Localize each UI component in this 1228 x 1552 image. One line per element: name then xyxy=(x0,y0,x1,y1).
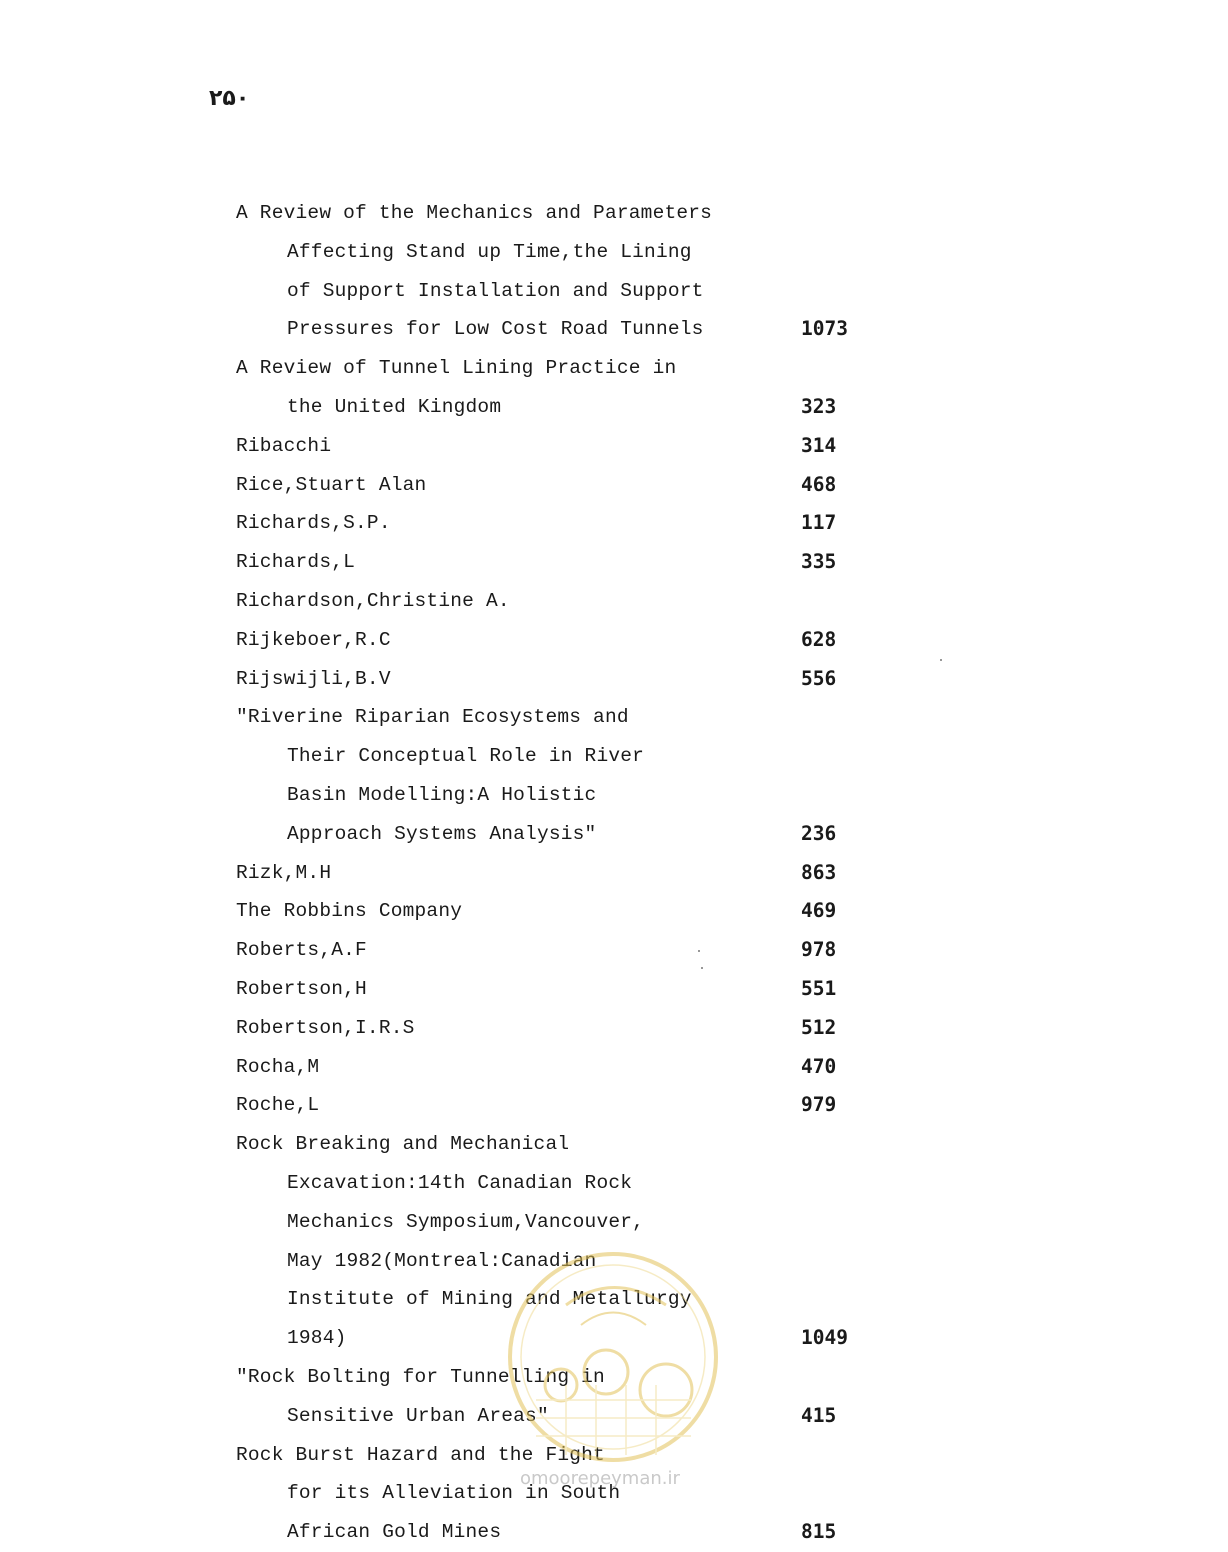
entry-page-number: 470 xyxy=(801,1054,837,1078)
entry-page-number: 469 xyxy=(801,899,837,923)
entry-page-number: 1049 xyxy=(801,1326,848,1350)
scan-speck xyxy=(701,967,703,969)
entry-page-number: 415 xyxy=(801,1403,837,1427)
entry-continuation: Approach Systems Analysis" xyxy=(287,822,597,845)
entry-page-number: 323 xyxy=(801,394,837,418)
entry-heading: A Review of Tunnel Lining Practice in xyxy=(236,357,677,380)
entry-continuation: Excavation:14th Canadian Rock xyxy=(287,1171,633,1194)
index-entry xyxy=(236,582,876,621)
entry-heading: Rock Burst Hazard and the Fight xyxy=(236,1443,605,1466)
index-entry xyxy=(236,698,876,853)
entry-page-number: 512 xyxy=(801,1015,837,1039)
entry-continuation: Mechanics Symposium,Vancouver, xyxy=(287,1210,645,1233)
entry-continuation: for its Alleviation in South xyxy=(287,1482,621,1505)
index-entry xyxy=(236,466,876,505)
index-entry xyxy=(236,970,876,1009)
entry-heading: The Robbins Company xyxy=(236,900,463,923)
entry-continuation: Pressures for Low Cost Road Tunnels xyxy=(287,318,704,341)
entry-continuation: African Gold Mines xyxy=(287,1521,502,1544)
entry-heading: Robertson,H xyxy=(236,977,367,1000)
index-entry xyxy=(236,621,876,660)
entry-continuation: May 1982(Montreal:Canadian xyxy=(287,1249,597,1272)
entry-page-number: 628 xyxy=(801,627,837,651)
entry-page-number: 468 xyxy=(801,472,837,496)
entry-heading: "Riverine Riparian Ecosystems and xyxy=(236,706,629,729)
index-entry xyxy=(236,504,876,543)
index-entry xyxy=(236,427,876,466)
entry-page-number: 117 xyxy=(801,511,837,535)
index-entry xyxy=(236,931,876,970)
entry-heading: Ribacchi xyxy=(236,434,332,457)
index-entry xyxy=(236,854,876,893)
entry-heading: Rizk,M.H xyxy=(236,861,332,884)
page-number: ۲۵۰ xyxy=(209,86,250,111)
index-entry xyxy=(236,892,876,931)
index-entry xyxy=(236,194,876,349)
index-entry xyxy=(236,1086,876,1125)
entry-page-number: 1073 xyxy=(801,317,848,341)
index-entry xyxy=(236,349,876,427)
entry-continuation: Basin Modelling:A Holistic xyxy=(287,783,597,806)
entry-heading: A Review of the Mechanics and Parameters xyxy=(236,202,713,224)
entry-heading: Rock Breaking and Mechanical xyxy=(236,1133,570,1156)
scan-speck xyxy=(698,950,700,952)
entry-heading: Roche,L xyxy=(236,1094,320,1117)
entry-heading: Rijkeboer,R.C xyxy=(236,628,391,651)
entry-continuation: 1984) xyxy=(287,1327,347,1350)
index-entry xyxy=(236,660,876,699)
entry-heading: Rijswijli,B.V xyxy=(236,667,391,690)
entry-page-number: 979 xyxy=(801,1093,837,1117)
entry-heading: "Rock Bolting for Tunnelling in xyxy=(236,1365,605,1388)
entry-heading: Richards,S.P. xyxy=(236,512,391,535)
entry-continuation: Affecting Stand up Time,the Lining xyxy=(287,240,692,263)
entry-continuation: Institute of Mining and Metallurgy xyxy=(287,1288,692,1311)
index-entry xyxy=(236,543,876,582)
entry-page-number: 236 xyxy=(801,821,837,845)
entry-page-number: 335 xyxy=(801,550,837,574)
entry-page-number: 815 xyxy=(801,1520,837,1544)
entry-continuation: Their Conceptual Role in River xyxy=(287,745,645,768)
entry-heading: Richards,L xyxy=(236,551,356,574)
entry-continuation: the United Kingdom xyxy=(287,395,502,418)
index-entry xyxy=(236,1048,876,1087)
entry-heading: Robertson,I.R.S xyxy=(236,1016,415,1039)
watermark-seal-icon xyxy=(506,1250,720,1464)
entry-heading: Richardson,Christine A. xyxy=(236,589,510,612)
entry-page-number: 314 xyxy=(801,433,837,457)
entry-heading: Rice,Stuart Alan xyxy=(236,473,427,496)
entry-continuation: Sensitive Urban Areas" xyxy=(287,1404,549,1427)
entry-heading: Rocha,M xyxy=(236,1055,320,1078)
entry-continuation: of Support Installation and Support xyxy=(287,279,704,302)
scan-speck xyxy=(940,659,942,661)
entry-page-number: 551 xyxy=(801,976,837,1000)
entry-page-number: 863 xyxy=(801,860,837,884)
entry-page-number: 556 xyxy=(801,666,837,690)
index-entry xyxy=(236,1009,876,1048)
entry-heading: Roberts,A.F xyxy=(236,939,367,962)
watermark-url: omoorepeyman.ir xyxy=(520,1468,680,1489)
entry-page-number: 978 xyxy=(801,938,837,962)
